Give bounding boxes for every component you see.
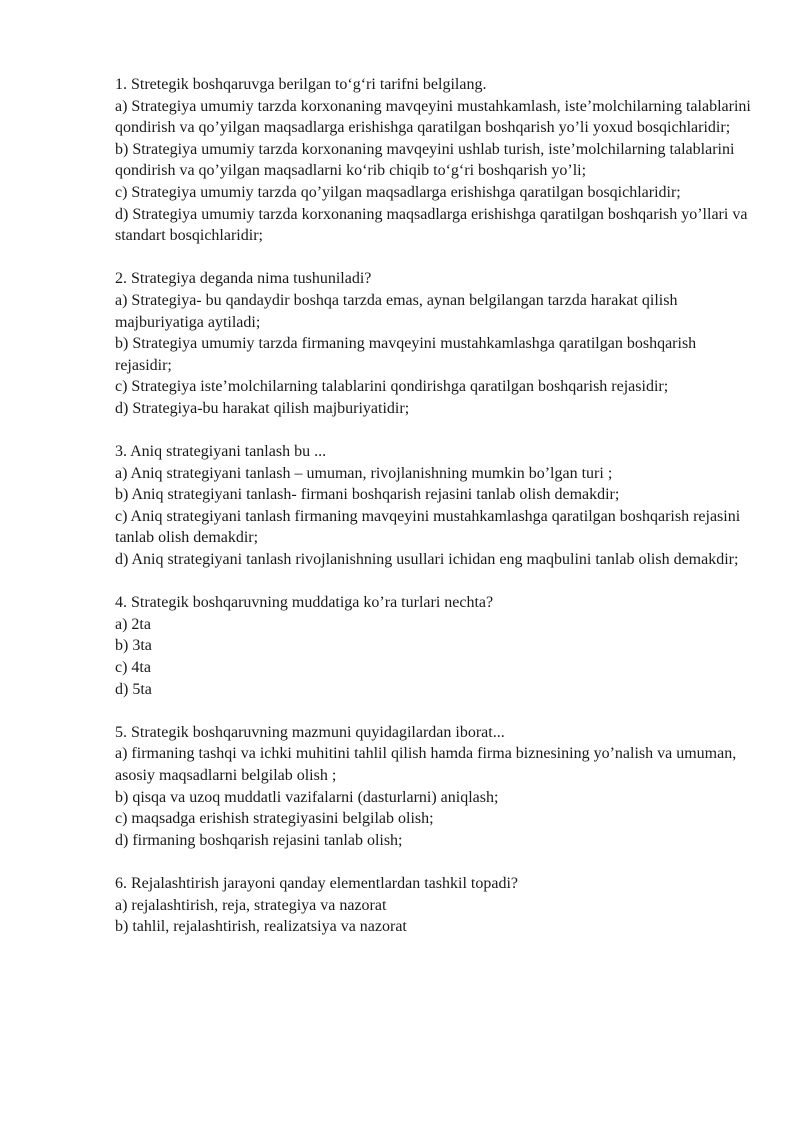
answer-option-d: d) Strategiya-bu harakat qilish majburiyatidir;: [115, 399, 410, 417]
question-4: [115, 592, 755, 700]
answer-option-d: d) Aniq strategiyani tanlash rivojlanishning usullari ichidan eng maqbulini tanlab olish demakdir;: [115, 551, 739, 569]
answer-option-c: c) maqsadga erishish strategiyasini belgilab olish;: [115, 810, 434, 828]
answer-option-a: a) 2ta: [115, 615, 151, 633]
answer-option-c: c) 4ta: [115, 659, 151, 677]
answer-option-a: a) firmaning tashqi va ichki muhitini tahlil qilish hamda firma biznesining yo’nalish va umuman, asosiy maqsadlarni belgilab olish ;: [115, 745, 737, 784]
question-6: [115, 873, 755, 938]
question-text: 4. Strategik boshqaruvning muddatiga ko’ra turlari nechta?: [115, 594, 494, 612]
answer-option-a: a) Strategiya- bu qandaydir boshqa tarzda emas, aynan belgilangan tarzda harakat qilish majburiyatiga aytiladi;: [115, 291, 678, 331]
answer-option-d: d) Strategiya umumiy tarzda korxonaning maqsadlarga erishishga qaratilgan boshqarish yo’llari va standart bosqichlaridir;: [115, 205, 748, 245]
answer-option-c: c) Strategiya umumiy tarzda qo’yilgan maqsadlarga erishishga qaratilgan bosqichlaridir;: [115, 183, 681, 201]
answer-option-b: b) Strategiya umumiy tarzda firmaning mavqeyini mustahkamlashga qaratilgan boshqarish rejasidir;: [115, 335, 697, 374]
question-text: 1. Stretegik boshqaruvga berilgan to‘g‘ri tarifni belgilang.: [115, 76, 487, 93]
question-2: [115, 268, 755, 419]
question-text: 5. Strategik boshqaruvning mazmuni quyidagilardan iborat...: [115, 723, 505, 741]
question-text: 6. Rejalashtirish jarayoni qanday elementlardan tashkil topadi?: [115, 874, 518, 892]
answer-option-a: a) Strategiya umumiy tarzda korxonaning mavqeyini mustahkamlash, iste’molchilarning talablarini qondirish va qo’yilgan maqsadlarga erishishga qaratilgan boshqarish yo’li yoxud bosqichlaridir;: [115, 97, 751, 137]
question-text: 2. Strategiya deganda nima tushuniladi?: [115, 270, 372, 288]
answer-option-c: c) Strategiya iste’molchilarning talablarini qondirishga qaratilgan boshqarish rejasidir;: [115, 378, 669, 396]
answer-option-c: c) Aniq strategiyani tanlash firmaning mavqeyini mustahkamlashga qaratilgan boshqarish rejasini tanlab olish demakdir;: [115, 507, 741, 547]
question-1: [115, 74, 755, 247]
answer-option-b: b) qisqa va uzoq muddatli vazifalarni (dasturlarni) aniqlash;: [115, 788, 499, 806]
answer-option-d: d) 5ta: [115, 680, 152, 698]
answer-option-b: b) Strategiya umumiy tarzda korxonaning mavqeyini ushlab turish, iste’molchilarning talablarini qondirish va qo’yilgan maqsadlarni ko‘rib chiqib to‘g‘ri boshqarish yo’li;: [115, 140, 735, 180]
answer-option-b: b) tahlil, rejalashtirish, realizatsiya va nazorat: [115, 918, 407, 936]
question-text: 3. Aniq strategiyani tanlash bu ...: [115, 443, 327, 461]
question-5: [115, 722, 755, 852]
question-3: [115, 441, 755, 571]
answer-option-a: a) Aniq strategiyani tanlash – umuman, rivojlanishning mumkin bo’lgan turi ;: [115, 464, 613, 482]
answer-option-b: b) Aniq strategiyani tanlash- firmani boshqarish rejasini tanlab olish demakdir;: [115, 486, 620, 504]
document-page: [115, 74, 755, 959]
answer-option-b: b) 3ta: [115, 637, 152, 655]
answer-option-a: a) rejalashtirish, reja, strategiya va nazorat: [115, 896, 387, 914]
answer-option-d: d) firmaning boshqarish rejasini tanlab olish;: [115, 831, 403, 849]
